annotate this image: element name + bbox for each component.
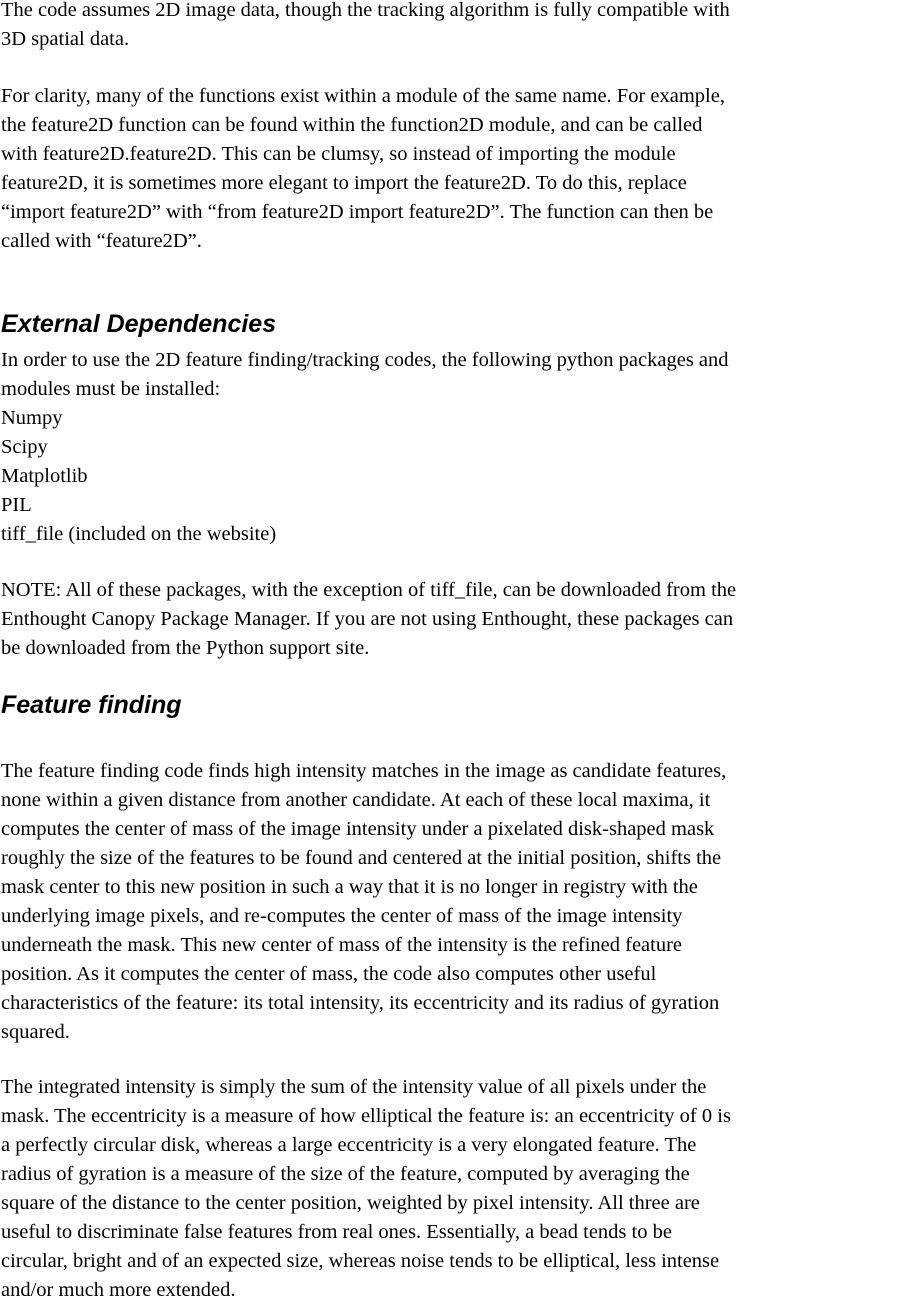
text-line: squared.	[1, 1021, 70, 1043]
text-line: mask center to this new position in such a way that it is no longer in registry with the	[1, 876, 698, 898]
text-line: radius of gyration is a measure of the size of the feature, computed by averaging the	[1, 1163, 690, 1185]
package-item: Matplotlib	[1, 465, 88, 487]
text-line: the feature2D function can be found within the function2D module, and can be called	[1, 114, 703, 136]
package-list	[1, 404, 896, 549]
text-line: square of the distance to the center position, weighted by pixel intensity. All three are	[1, 1192, 700, 1214]
feature-finding-heading: Feature finding	[1, 691, 182, 719]
text-line: NOTE: All of these packages, with the exception of tiff_file, can be downloaded from the	[1, 579, 737, 601]
dependencies-heading: External Dependencies	[1, 310, 277, 338]
package-item: tiff_file (included on the website)	[1, 523, 277, 545]
feature-finding-paragraph-1	[1, 757, 896, 1047]
text-line: a perfectly circular disk, whereas a large eccentricity is a very elongated feature. The	[1, 1134, 697, 1156]
text-line: For clarity, many of the functions exist within a module of the same name. For example,	[1, 85, 725, 107]
text-line: The code assumes 2D image data, though the tracking algorithm is fully compatible with	[1, 0, 730, 21]
intro-paragraph-2	[1, 82, 896, 256]
dependencies-intro	[1, 346, 896, 404]
text-line: with feature2D.feature2D. This can be clumsy, so instead of importing the module	[1, 143, 676, 165]
text-line: underneath the mask. This new center of mass of the intensity is the refined feature	[1, 934, 683, 956]
package-item: Scipy	[1, 436, 48, 458]
text-line: position. As it computes the center of mass, the code also computes other useful	[1, 963, 657, 985]
text-line: called with “feature2D”.	[1, 230, 202, 252]
feature-finding-paragraph-2	[1, 1073, 896, 1305]
text-line: circular, bright and of an expected size, whereas noise tends to be elliptical, less intense	[1, 1250, 720, 1272]
text-line: be downloaded from the Python support site.	[1, 637, 370, 659]
package-item: Numpy	[1, 407, 63, 429]
intro-paragraph-1	[1, 0, 896, 54]
text-line: useful to discriminate false features from real ones. Essentially, a bead tends to be	[1, 1221, 672, 1243]
text-line: “import feature2D” with “from feature2D import feature2D”. The function can then be	[1, 201, 714, 223]
text-line: feature2D, it is sometimes more elegant to import the feature2D. To do this, replace	[1, 172, 687, 194]
text-line: computes the center of mass of the image intensity under a pixelated disk-shaped mask	[1, 818, 715, 840]
text-line: none within a given distance from another candidate. At each of these local maxima, it	[1, 789, 711, 811]
text-line: The integrated intensity is simply the sum of the intensity value of all pixels under the	[1, 1076, 707, 1098]
text-line: and/or much more extended.	[1, 1279, 236, 1301]
package-item: PIL	[1, 494, 32, 516]
text-line: modules must be installed:	[1, 378, 221, 400]
text-line: 3D spatial data.	[1, 28, 130, 50]
dependencies-note	[1, 576, 896, 663]
text-line: Enthought Canopy Package Manager. If you are not using Enthought, these packages can	[1, 608, 734, 630]
text-line: underlying image pixels, and re-computes the center of mass of the image intensity	[1, 905, 683, 927]
text-line: mask. The eccentricity is a measure of how elliptical the feature is: an eccentricity of 0 is	[1, 1105, 731, 1127]
text-line: characteristics of the feature: its total intensity, its eccentricity and its radius of gyration	[1, 992, 720, 1014]
text-line: The feature finding code finds high intensity matches in the image as candidate features,	[1, 760, 727, 782]
text-line: roughly the size of the features to be found and centered at the initial position, shifts the	[1, 847, 722, 869]
text-line: In order to use the 2D feature finding/tracking codes, the following python packages and	[1, 349, 729, 371]
